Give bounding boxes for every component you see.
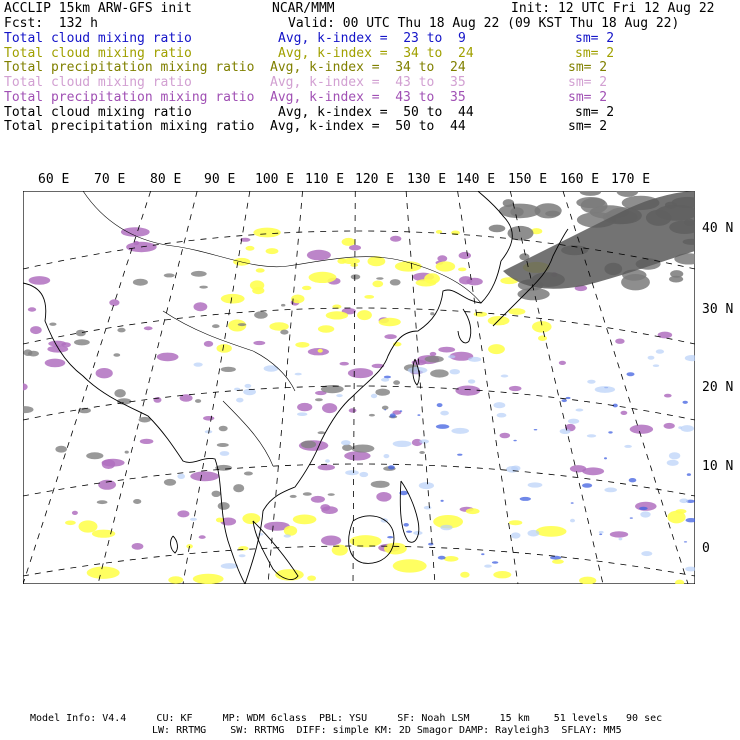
cloud-cell (351, 274, 361, 279)
cloud-cell (667, 511, 685, 524)
cloud-cell (571, 502, 574, 504)
cloud-cell (658, 332, 673, 339)
cloud-cell (430, 312, 434, 315)
cloud-cell (656, 349, 664, 353)
cloud-cell (494, 402, 506, 408)
cloud-cell (218, 502, 230, 510)
cloud-cell (281, 304, 285, 307)
cloud-cell (481, 553, 484, 555)
cloud-cell (28, 307, 36, 311)
model-info-line2: LW: RRTMG SW: RRTMG DIFF: simple KM: 2D Smagor DAMP: Rayleigh3 SFLAY: MM5 (152, 725, 622, 736)
cloud-cell (582, 483, 592, 488)
cloud-cell (428, 543, 433, 546)
lat-label: 10 N (702, 459, 734, 474)
cloud-cell (86, 452, 103, 459)
cloud-cell (221, 367, 236, 372)
cloud-cell (242, 513, 260, 524)
field-sm: sm= 2 (568, 89, 608, 105)
cloud-cell (177, 474, 185, 479)
cloud-cell (133, 499, 141, 504)
cloud-cell (489, 225, 506, 233)
cloud-cell (444, 556, 459, 562)
cloud-cell (630, 517, 633, 518)
cloud-cell (430, 352, 437, 356)
cloud-cell (97, 500, 108, 504)
cloud-cell (587, 380, 595, 384)
cloud-cell (400, 410, 403, 412)
field-sm: sm= 2 (568, 75, 608, 91)
cloud-cell (448, 355, 455, 358)
cloud-cell (125, 451, 129, 454)
cloud-cell (76, 330, 86, 337)
cloud-cell (670, 270, 683, 278)
cloud-cell (315, 398, 323, 401)
cloud-cell (30, 326, 42, 334)
cloud-cell (576, 409, 584, 412)
cloud-cell (376, 492, 391, 502)
cloud-cell (436, 261, 456, 271)
cloud-cell (144, 326, 153, 330)
cloud-cell (669, 452, 680, 459)
cloud-cell (604, 488, 617, 493)
cloud-cell (437, 403, 443, 407)
cloud-cell (552, 559, 564, 564)
cloud-cell (393, 380, 400, 385)
cloud-cell (458, 268, 466, 272)
cloud-cell (233, 484, 244, 492)
cloud-cell (48, 341, 66, 347)
cloud-cell (212, 491, 221, 497)
cloud-cell (302, 286, 311, 290)
cloud-cell (381, 378, 389, 382)
cloud-cell (390, 279, 401, 285)
cloud-cell (293, 515, 317, 525)
cloud-cell (216, 518, 224, 523)
lon-label: 130 E (407, 172, 447, 187)
cloud-cell (425, 356, 444, 363)
cloud-cell (536, 526, 567, 537)
cloud-cell (417, 414, 420, 416)
cloud-cell (568, 419, 579, 424)
cloud-cell (492, 561, 498, 564)
cloud-cell (349, 245, 361, 251)
lon-label: 100 E (255, 172, 295, 187)
cloud-cell (45, 359, 66, 368)
cloud-cell (684, 541, 687, 542)
cloud-cell (102, 459, 125, 467)
cloud-cell (337, 258, 346, 264)
cloud-cell (220, 451, 230, 456)
cloud-cell (566, 397, 571, 399)
cloud-cell (336, 394, 342, 397)
cloud-cell (371, 394, 377, 398)
cloud-cell (376, 277, 383, 280)
cloud-cell (455, 386, 480, 396)
cloud-cell (264, 365, 279, 371)
cloud-cell (328, 493, 335, 496)
cloud-cell (457, 454, 462, 456)
cloud-cell (254, 311, 268, 318)
cloud-cell (664, 423, 675, 429)
forecast-hour: Fcst: 132 h (4, 16, 98, 31)
cloud-cell (157, 353, 179, 362)
cloud-cell (221, 563, 238, 569)
field-name: Total cloud mixing ratio (4, 31, 192, 46)
cloud-cell (587, 434, 596, 437)
cloud-cell (246, 246, 255, 251)
cloud-cell (114, 389, 125, 397)
cloud-cell (239, 554, 246, 557)
cloud-cell (576, 197, 605, 208)
cloud-cell (493, 571, 511, 578)
cloud-cell (520, 497, 531, 501)
cloud-cell (441, 500, 444, 502)
cloud-cell (408, 367, 428, 374)
cloud-cell (532, 321, 552, 332)
cloud-cell (297, 412, 307, 416)
cloud-cell (599, 534, 602, 536)
cloud-cell (440, 525, 452, 531)
cloud-cell (49, 323, 56, 326)
field-name: Total precipitation mixing ratio (4, 89, 255, 105)
cloud-cell (430, 369, 449, 377)
cloud-cell (238, 323, 246, 326)
cloud-cell (499, 204, 541, 219)
cloud-cell (608, 431, 612, 433)
lat-label: 30 N (702, 302, 734, 317)
field-sm: sm= 2 (568, 60, 608, 76)
cloud-cell (627, 372, 635, 376)
model-title: ACCLIP 15km ARW-GFS init (4, 1, 192, 16)
field-avg: Avg, k-index = 34 to 24 (278, 45, 474, 61)
cloud-cell (325, 459, 330, 463)
cloud-cell (318, 431, 326, 434)
cloud-cell (559, 361, 566, 365)
cloud-cell (619, 538, 623, 541)
cloud-cell (164, 479, 176, 486)
organization: NCAR/MMM (272, 1, 335, 16)
lon-label: 70 E (94, 172, 126, 187)
cloud-cell (29, 276, 51, 285)
cloud-cell (87, 567, 120, 579)
cloud-cell (250, 280, 264, 290)
lon-label: 60 E (38, 172, 70, 187)
cloud-cell (484, 565, 492, 568)
cloud-cell (511, 466, 520, 471)
cloud-cell (96, 368, 113, 378)
cloud-cell (513, 440, 516, 442)
cloud-cell (390, 413, 396, 417)
cloud-cell (683, 401, 688, 404)
cloud-cell (534, 429, 538, 430)
cloud-cell (450, 369, 460, 374)
cloud-cell (667, 460, 679, 466)
cloud-cell (348, 368, 373, 378)
cloud-cell (307, 576, 316, 581)
cloud-cell (318, 464, 335, 470)
cloud-cell (349, 408, 357, 412)
cloud-cell (320, 504, 330, 511)
cloud-cell (350, 535, 382, 547)
cloud-cell (190, 518, 197, 521)
cloud-cell (55, 446, 67, 453)
cloud-cell (468, 357, 481, 362)
cloud-cell (284, 534, 291, 537)
cloud-cell (98, 480, 116, 490)
cloud-cell (195, 399, 201, 403)
cloud-cell (117, 328, 125, 333)
field-name: Total precipitation mixing ratio (4, 119, 255, 135)
cloud-cell (424, 273, 440, 284)
cloud-cell (419, 439, 429, 443)
lon-label: 150 E (508, 172, 548, 187)
init-time: Init: 12 UTC Fri 12 Aug 22 (511, 1, 715, 16)
cloud-cell (109, 299, 119, 306)
lat-label: 40 N (702, 221, 734, 236)
cloud-cell (219, 426, 228, 432)
cloud-cell (424, 506, 432, 510)
lat-label: 20 N (702, 380, 734, 395)
cloud-cell (500, 433, 511, 439)
cloud-cell (387, 536, 393, 538)
cloud-cell (72, 511, 78, 515)
lon-label: 90 E (204, 172, 236, 187)
field-avg: Avg, k-index = 43 to 35 (270, 75, 466, 91)
cloud-cell (303, 492, 312, 496)
cloud-cell (23, 349, 32, 356)
cloud-cell (599, 531, 604, 534)
cloud-cell (194, 363, 203, 367)
cloud-cell (639, 507, 648, 510)
cloud-cell (451, 428, 469, 434)
map-panel (23, 191, 695, 584)
cloud-cell (678, 426, 682, 429)
cloud-cell (560, 429, 571, 434)
cloud-cell (236, 398, 243, 403)
cloud-cell (497, 413, 507, 418)
lon-label: 80 E (150, 172, 182, 187)
cloud-cell (65, 521, 76, 526)
cloud-cell (610, 531, 628, 537)
cloud-cell (595, 386, 615, 393)
cloud-cell (280, 330, 288, 335)
cloud-cell (419, 482, 434, 489)
cloud-cell (132, 543, 144, 550)
field-sm: sm= 2 (575, 31, 615, 46)
cloud-cell (244, 472, 253, 476)
cloud-cell (326, 311, 348, 319)
cloud-cell (648, 356, 655, 360)
field-sm: sm= 2 (568, 119, 608, 135)
cloud-cell (384, 334, 396, 339)
field-name: Total cloud mixing ratio (4, 104, 192, 120)
cloud-cell (629, 478, 637, 482)
cloud-cell (245, 384, 252, 388)
cloud-cell (190, 471, 219, 481)
cloud-cell (680, 425, 694, 432)
cloud-cell (164, 273, 175, 277)
cloud-cell (459, 252, 471, 259)
cloud-cell (528, 530, 540, 537)
cloud-cell (582, 467, 604, 475)
field-avg: Avg, k-index = 23 to 9 (278, 31, 466, 46)
cloud-cell (624, 445, 632, 448)
cloud-cell (295, 342, 309, 348)
field-name: Total precipitation mixing ratio (4, 60, 255, 76)
cloud-cell (47, 346, 68, 353)
cloud-cell (194, 302, 208, 311)
cloud-cell (372, 281, 383, 288)
cloud-cell (390, 236, 401, 242)
cloud-cell (375, 389, 390, 396)
cloud-cell (508, 308, 525, 315)
model-info-line1: Model Info: V4.4 CU: KF MP: WDM 6class PBL: YSU SF: Noah LSM 15 km 51 levels 90 sec (30, 713, 663, 724)
cloud-cell (344, 451, 370, 460)
cloud-cell (630, 425, 653, 434)
cloud-cell (562, 399, 567, 402)
cloud-cell (253, 228, 280, 238)
lat-label: 0 (702, 541, 710, 556)
cloud-cell (340, 362, 349, 366)
cloud-cell (438, 347, 455, 353)
cloud-cell (345, 470, 359, 475)
cloud-cell (570, 519, 575, 523)
cloud-cell (221, 294, 245, 304)
cloud-cell (204, 341, 213, 347)
lon-label: 170 E (611, 172, 651, 187)
cloud-cell (284, 526, 297, 536)
cloud-cell (217, 344, 232, 353)
lon-label: 160 E (560, 172, 600, 187)
cloud-cell (266, 248, 279, 254)
cloud-cell (604, 457, 607, 459)
cloud-cell (321, 536, 341, 546)
cloud-cell (341, 440, 351, 445)
field-name: Total cloud mixing ratio (4, 45, 192, 61)
field-name: Total cloud mixing ratio (4, 75, 192, 91)
cloud-cell (199, 535, 206, 539)
cloud-cell (253, 341, 265, 345)
cloud-cell (393, 559, 427, 572)
cloud-cell (615, 339, 624, 344)
cloud-cell (501, 375, 509, 378)
cloud-cell (342, 238, 356, 246)
cloud-cell (139, 417, 151, 423)
cloud-cell (307, 250, 331, 261)
cloud-cell (384, 454, 390, 458)
cloud-cell (384, 409, 386, 410)
cloud-cell (509, 520, 523, 525)
cloud-cell (528, 482, 543, 487)
cloud-cell (393, 441, 412, 447)
cloud-cell (679, 499, 688, 504)
valid-time: Valid: 00 UTC Thu 18 Aug 22 (09 KST Thu 18 Aug 22) (288, 16, 680, 31)
cloud-cell (488, 344, 505, 354)
cloud-cell (269, 322, 288, 330)
cloud-cell (256, 268, 265, 272)
cloud-cell (199, 286, 208, 289)
cloud-cell (357, 310, 372, 320)
cloud-cell (641, 551, 652, 556)
field-sm: sm= 2 (575, 45, 615, 61)
cloud-cell (404, 523, 409, 527)
cloud-cell (359, 472, 368, 477)
cloud-cell (687, 473, 691, 476)
cloud-cell (388, 465, 395, 469)
cloud-cell (621, 411, 628, 415)
cloud-cell (351, 445, 374, 453)
cloud-cell (653, 364, 659, 367)
cloud-cell (322, 403, 337, 413)
cloud-cell (436, 424, 449, 429)
cloud-cell (364, 295, 374, 299)
cloud-cell (460, 572, 469, 578)
cloud-cell (309, 272, 337, 283)
cloud-cell (438, 556, 446, 560)
cloud-cell (121, 227, 150, 237)
cloud-cell (640, 511, 650, 517)
cloud-cell (140, 439, 154, 444)
field-sm: sm= 2 (575, 104, 615, 120)
cloud-cell (191, 271, 207, 277)
cloud-cell (419, 451, 425, 454)
cloud-cell (466, 508, 480, 514)
field-avg: Avg, k-index = 43 to 35 (270, 89, 466, 105)
cloud-cell (212, 324, 220, 328)
cloud-cell (406, 531, 412, 533)
cloud-cell (311, 496, 325, 503)
cloud-cell (318, 325, 334, 332)
cloud-cell (550, 556, 561, 560)
cloud-cell (440, 411, 449, 416)
lon-label: 120 E (355, 172, 395, 187)
cloud-cell (384, 543, 407, 555)
cloud-cell (133, 279, 148, 286)
cloud-cell (113, 353, 120, 357)
field-avg: Avg, k-index = 50 to 44 (278, 104, 474, 120)
cloud-cell (664, 394, 672, 398)
cloud-cell (369, 414, 375, 417)
cloud-cell (217, 443, 229, 447)
lon-label: 110 E (305, 172, 345, 187)
cloud-cell (177, 510, 189, 517)
field-avg: Avg, k-index = 50 to 44 (270, 119, 466, 135)
cloud-cell (74, 339, 90, 345)
cloud-cell (301, 441, 316, 449)
cloud-cell (511, 532, 521, 538)
cloud-cell (379, 318, 401, 326)
cloud-cell (318, 349, 323, 353)
cloud-cell (538, 335, 547, 341)
lon-label: 140 E (456, 172, 496, 187)
cloud-cell (203, 416, 214, 421)
cloud-cell (79, 520, 98, 532)
cloud-cell (468, 379, 475, 383)
cloud-cell (258, 533, 264, 536)
cloud-cell (371, 481, 390, 488)
cloud-cell (295, 373, 302, 376)
cloud-cell (193, 574, 224, 584)
cloud-cell (168, 576, 183, 583)
cloud-cell (290, 495, 297, 498)
cloud-cell (342, 444, 352, 451)
cloud-cell (297, 403, 312, 411)
field-avg: Avg, k-index = 34 to 24 (270, 60, 466, 76)
cloud-cell (509, 386, 522, 391)
